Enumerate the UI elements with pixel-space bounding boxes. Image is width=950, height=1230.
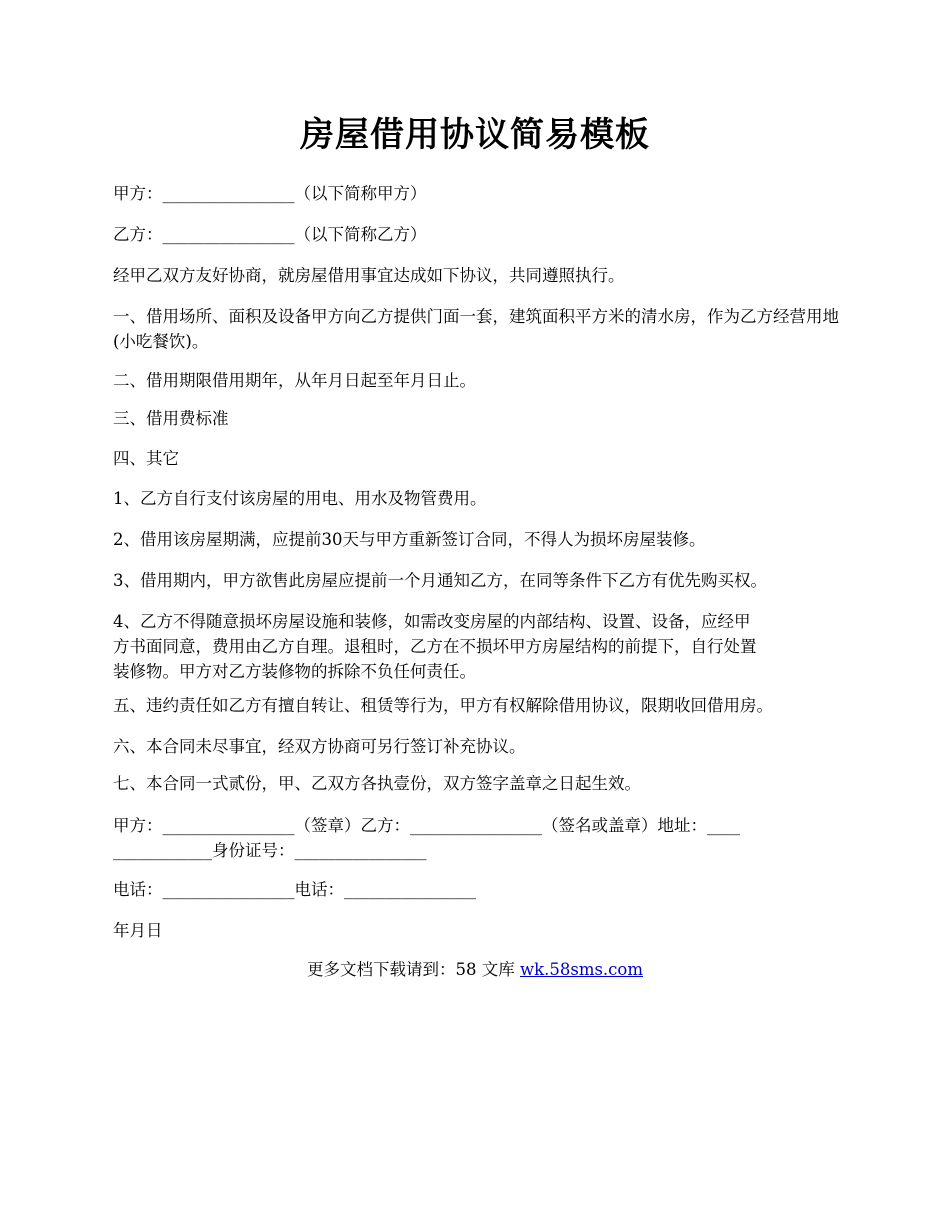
item-1-paragraph: 1、乙方自行支付该房屋的用电、用水及物管费用。 [113, 489, 487, 508]
item-2-paragraph: 2、借用该房屋期满，应提前30天与甲方重新签订合同，不得人为损坏房屋装修。 [113, 530, 706, 549]
signature-block: 甲方：________________（签章）乙方：________________（签名或盖章）地址：____ ____________身份证号：________________ [113, 816, 740, 860]
footer-link[interactable]: wk.58sms.com [519, 960, 643, 979]
clause-6-paragraph: 六、本合同未尽事宜，经双方协商可另行签订补充协议。 [113, 737, 526, 756]
clause-1-paragraph: 一、借用场所、面积及设备甲方向乙方提供门面一套，建筑面积平方米的清水房，作为乙方经营用地(小吃餐饮)。 [113, 307, 839, 351]
clause-5-paragraph: 五、违约责任如乙方有擅自转让、租赁等行为，甲方有权解除借用协议，限期收回借用房。 [113, 696, 773, 715]
clause-3-heading: 三、借用费标准 [113, 409, 229, 428]
footer-prefix: 更多文档下载请到：58 文库 [306, 960, 520, 979]
item-3-paragraph: 3、借用期内，甲方欲售此房屋应提前一个月通知乙方，在同等条件下乙方有优先购买权。 [113, 571, 767, 590]
phone-line: 电话：________________电话：________________ [113, 880, 476, 899]
date-line: 年月日 [113, 921, 163, 940]
item-4-paragraph: 4、乙方不得随意损坏房屋设施和装修，如需改变房屋的内部结构、设置、设备，应经甲 方书面同意，费用由乙方自理。退租时，乙方在不损坏甲方房屋结构的前提下，自行处置 装修物。甲方对乙方装修物的拆除不负任何责任。 [113, 612, 757, 681]
document-title: 房屋借用协议简易模板 [300, 115, 650, 155]
clause-4-heading: 四、其它 [113, 449, 179, 468]
clause-7-paragraph: 七、本合同一式贰份，甲、乙双方各执壹份，双方签字盖章之日起生效。 [113, 774, 641, 793]
intro-paragraph: 经甲乙双方友好协商，就房屋借用事宜达成如下协议，共同遵照执行。 [113, 266, 625, 285]
party-a-line: 甲方：________________（以下简称甲方） [113, 184, 427, 203]
clause-2-paragraph: 二、借用期限借用期年，从年月日起至年月日止。 [113, 371, 476, 390]
footer-line [0, 957, 950, 982]
party-b-line: 乙方：________________（以下简称乙方） [113, 225, 427, 244]
